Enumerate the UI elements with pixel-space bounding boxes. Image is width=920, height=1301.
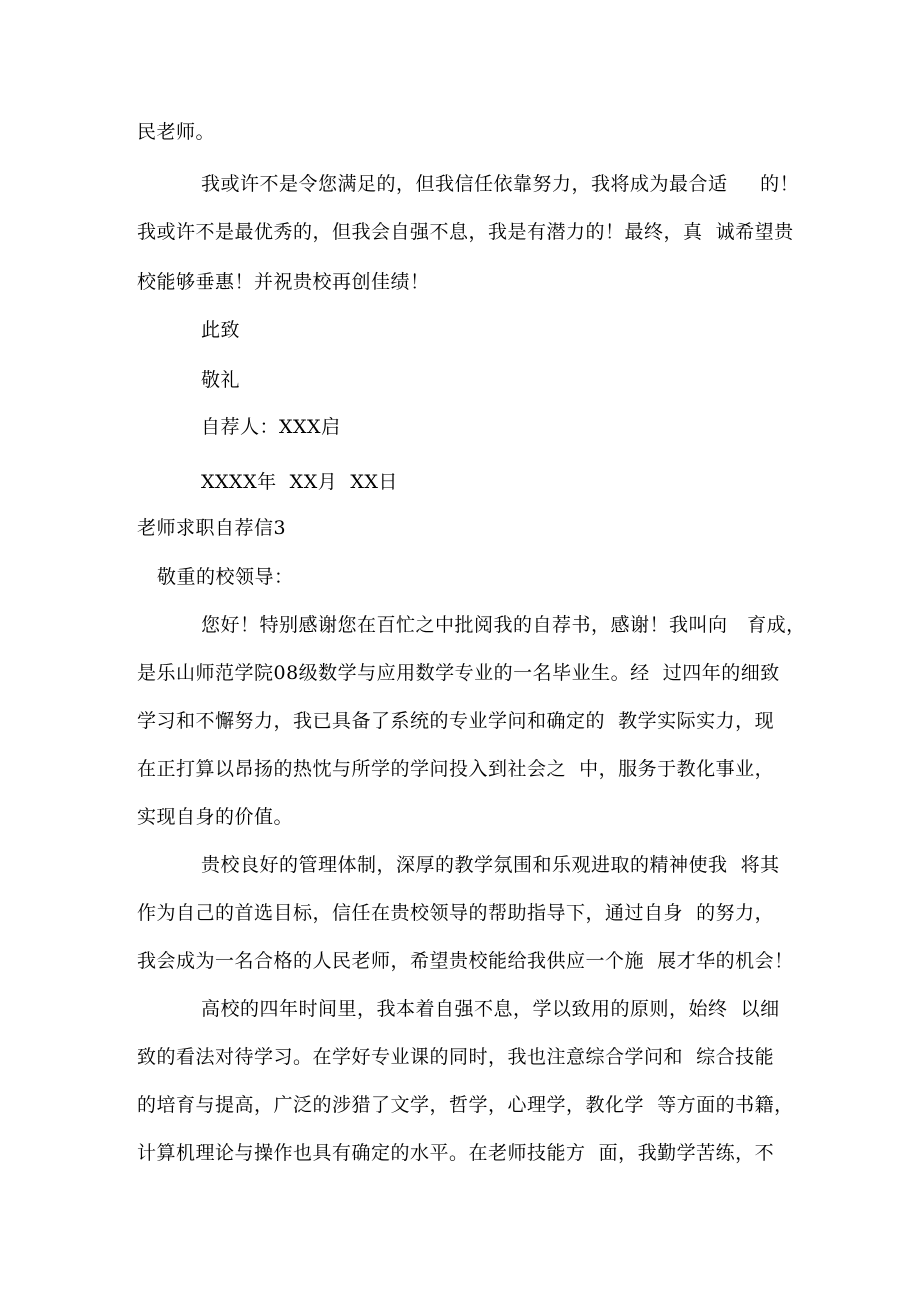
paragraph2-line-2: 作为自己的首选目标，信任在贵校领导的帮助指导下，通过自身 的努力， bbox=[137, 902, 775, 924]
greeting: 敬重的校领导： bbox=[157, 566, 294, 588]
salutation-jingli: 敬礼 bbox=[201, 369, 241, 391]
paragraph1-line-5: 实现自身的价值。 bbox=[137, 806, 294, 828]
section-title: 老师求职自荐信3 bbox=[137, 517, 287, 539]
paragraph1-line-2: 是乐山师范学院08级数学与应用数学专业的一名毕业生。经 过四年的细致 bbox=[137, 662, 780, 684]
paragraph1-line-4: 在正打算以昂扬的热忱与所学的学问投入到社会之 中，服务于教化事业， bbox=[137, 758, 775, 780]
paragraph2-line-1: 贵校良好的管理体制，深厚的教学氛围和乐观进取的精神使我 将其 bbox=[201, 854, 780, 876]
paragraph1-line-1: 您好！特别感谢您在百忙之中批阅我的自荐书，感谢！我叫向 育成， bbox=[201, 614, 806, 636]
paragraph3-line-1: 高校的四年时间里，我本着自强不息，学以致用的原则，始终 以细 bbox=[201, 998, 780, 1020]
closing-paragraph-line-3: 校能够垂惠！并祝贵校再创佳绩！ bbox=[137, 271, 430, 293]
paragraph3-line-2: 致的看法对待学习。在学好专业课的同时，我也注意综合学问和 综合技能 bbox=[137, 1046, 775, 1068]
paragraph2-line-3: 我会成为一名合格的人民老师，希望贵校能给我供应一个施 展才华的机会！ bbox=[137, 950, 794, 972]
closing-paragraph-line-1: 我或许不是令您满足的，但我信任依靠努力，我将成为最合适 的！ bbox=[201, 173, 800, 195]
signer-line: 自荐人：XXX启 bbox=[201, 416, 341, 438]
date-line: XXXX年 XX月 XX日 bbox=[201, 471, 398, 493]
closing-paragraph-line-2: 我或许不是最优秀的，但我会自强不息，我是有潜力的！最终，真 诚希望贵 bbox=[137, 221, 794, 243]
salutation-cizhi: 此致 bbox=[201, 319, 241, 341]
paragraph3-line-3: 的培育与提高，广泛的涉猎了文学，哲学，心理学，教化学 等方面的书籍， bbox=[137, 1094, 794, 1116]
paragraph1-line-3: 学习和不懈努力，我已具备了系统的专业学问和确定的 教学实际实力，现 bbox=[137, 710, 775, 732]
continuation-line: 民老师。 bbox=[137, 121, 216, 143]
paragraph3-line-4: 计算机理论与操作也具有确定的水平。在老师技能方 面，我勤学苦练，不 bbox=[137, 1142, 775, 1164]
